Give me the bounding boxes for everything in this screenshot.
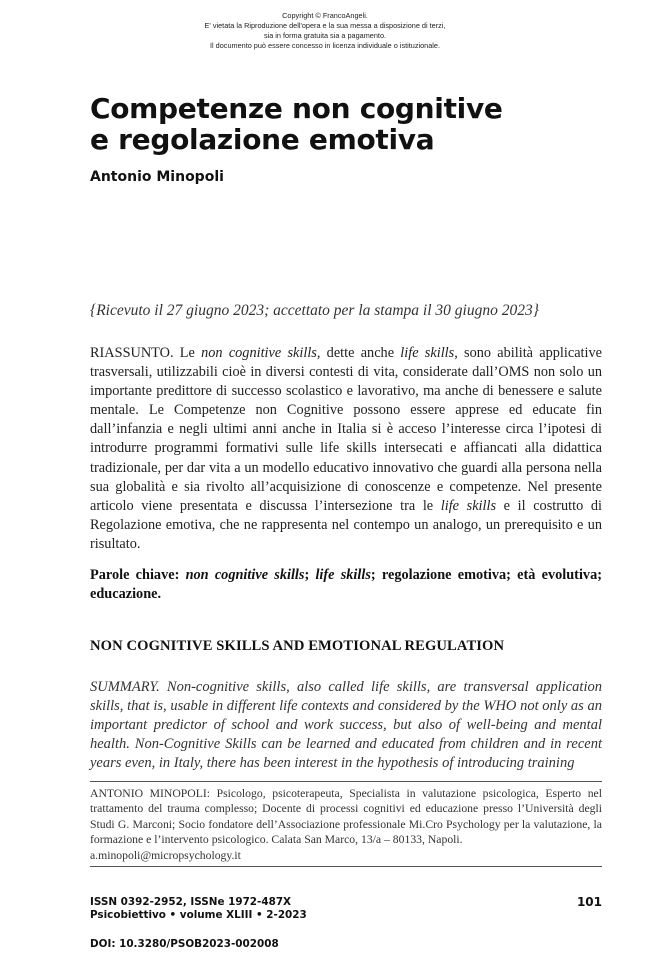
issn-line: ISSN 0392-2952, ISSNe 1972-487X xyxy=(90,896,292,908)
keywords-label: Parole chiave: xyxy=(90,567,186,583)
english-summary: SUMMARY. Non-cognitive skills, also called life skills, are transversal application skills, that is, usable in different life contexts and considered by the WHO not only as an important predictor of school and work success, but also of well-being and mental health. Non-Cognitive Skills can be learned and educated from children and in recent years even, in Italy, there has been interest in the hypothesis of introducing training xyxy=(90,679,602,771)
keyword: non cognitive skills xyxy=(185,567,305,583)
received-dates: {Ricevuto il 27 giugno 2023; accettato per la stampa il 30 giugno 2023} xyxy=(90,302,539,319)
abstract-term: non cognitive skills xyxy=(201,345,317,361)
copyright-notice xyxy=(0,11,650,51)
article-title-line-2: e regolazione emotiva xyxy=(90,123,435,156)
journal-line: Psicobiettivo • volume XLIII • 2-2023 xyxy=(90,909,307,921)
abstract-italian xyxy=(90,344,602,554)
abstract-text: RIASSUNTO. Le xyxy=(90,345,202,361)
article-title-line-1: Competenze non cognitive xyxy=(90,92,503,125)
abstract-text: , sono abilità applicative trasversali, utilizzabili cioè in diversi contesti di vita, considerate dall’OMS non solo un importante predittore di successo scolastico e lavorativo, ma anche di benessere e salute mentale. Le Competenze non Cognitive possono essere apprese ed educate fin dall’infanzia e negli ultimi anni anche in Italia si è acceso l’interesse circa l’ipotesi di introdurre programmi formativi sulle life skills intersecati e affiancati alla didattica tradizionale, per dar vita a un modello educativo innovativo che guardi alla persona nella sua globalità e sia rivolto all’acquisizione di conoscenze e competenze. Nel presente articolo viene presentata e discussa l’intersezione tra le xyxy=(90,345,602,514)
doi-line: DOI: 10.3280/PSOB2023-002008 xyxy=(90,938,279,950)
affiliation-text: ANTONIO MINOPOLI: Psicologo, psicoterapeuta, Specialista in valutazione psicologica, Esperto nel trattamento del trauma complesso; Docente di processi cognitivi ed educazione presso l’Università degli Studi G. Marconi; Socio fondatore dell’Associazione professionale Mi.Cro Psychology per la valutazione, la formazione e l’intervento psicologico. Calata San Marco, 13/a – 80133, Napoli. xyxy=(90,787,602,847)
keywords-rest: ; regolazione emotiva; età evolutiva; educazione. xyxy=(90,567,602,602)
copyright-line: Il documento può essere concesso in licenza individuale o istituzionale. xyxy=(210,41,440,50)
author-email: a.minopoli@micropsychology.it xyxy=(90,848,241,862)
abstract-term: life skills xyxy=(440,497,497,514)
footnote-divider xyxy=(90,781,602,782)
english-title: NON COGNITIVE SKILLS AND EMOTIONAL REGULATION xyxy=(90,638,505,654)
abstract-term: life skills xyxy=(400,345,455,361)
page-number: 101 xyxy=(576,895,602,909)
abstract-text: e il costrutto di Regolazione emotiva, che ne rappresenta nel contempo un analogo, un prerequisito e un risultato. xyxy=(90,497,602,552)
copyright-line: E' vietata la Riproduzione dell'opera e la sua messa a disposizione di terzi, xyxy=(204,21,446,30)
footnote-bottom-divider xyxy=(90,866,602,867)
copyright-line: Copyright © FrancoAngeli. xyxy=(282,11,368,20)
copyright-line: sia in forma gratuita sia a pagamento. xyxy=(263,31,387,40)
author-name: Antonio Minopoli xyxy=(90,169,224,185)
article-title xyxy=(90,93,503,155)
keywords xyxy=(90,566,602,604)
keyword-separator: ; xyxy=(304,567,316,583)
keyword: life skills xyxy=(315,567,371,583)
abstract-text: , dette anche xyxy=(316,345,401,361)
author-affiliation xyxy=(90,786,602,863)
